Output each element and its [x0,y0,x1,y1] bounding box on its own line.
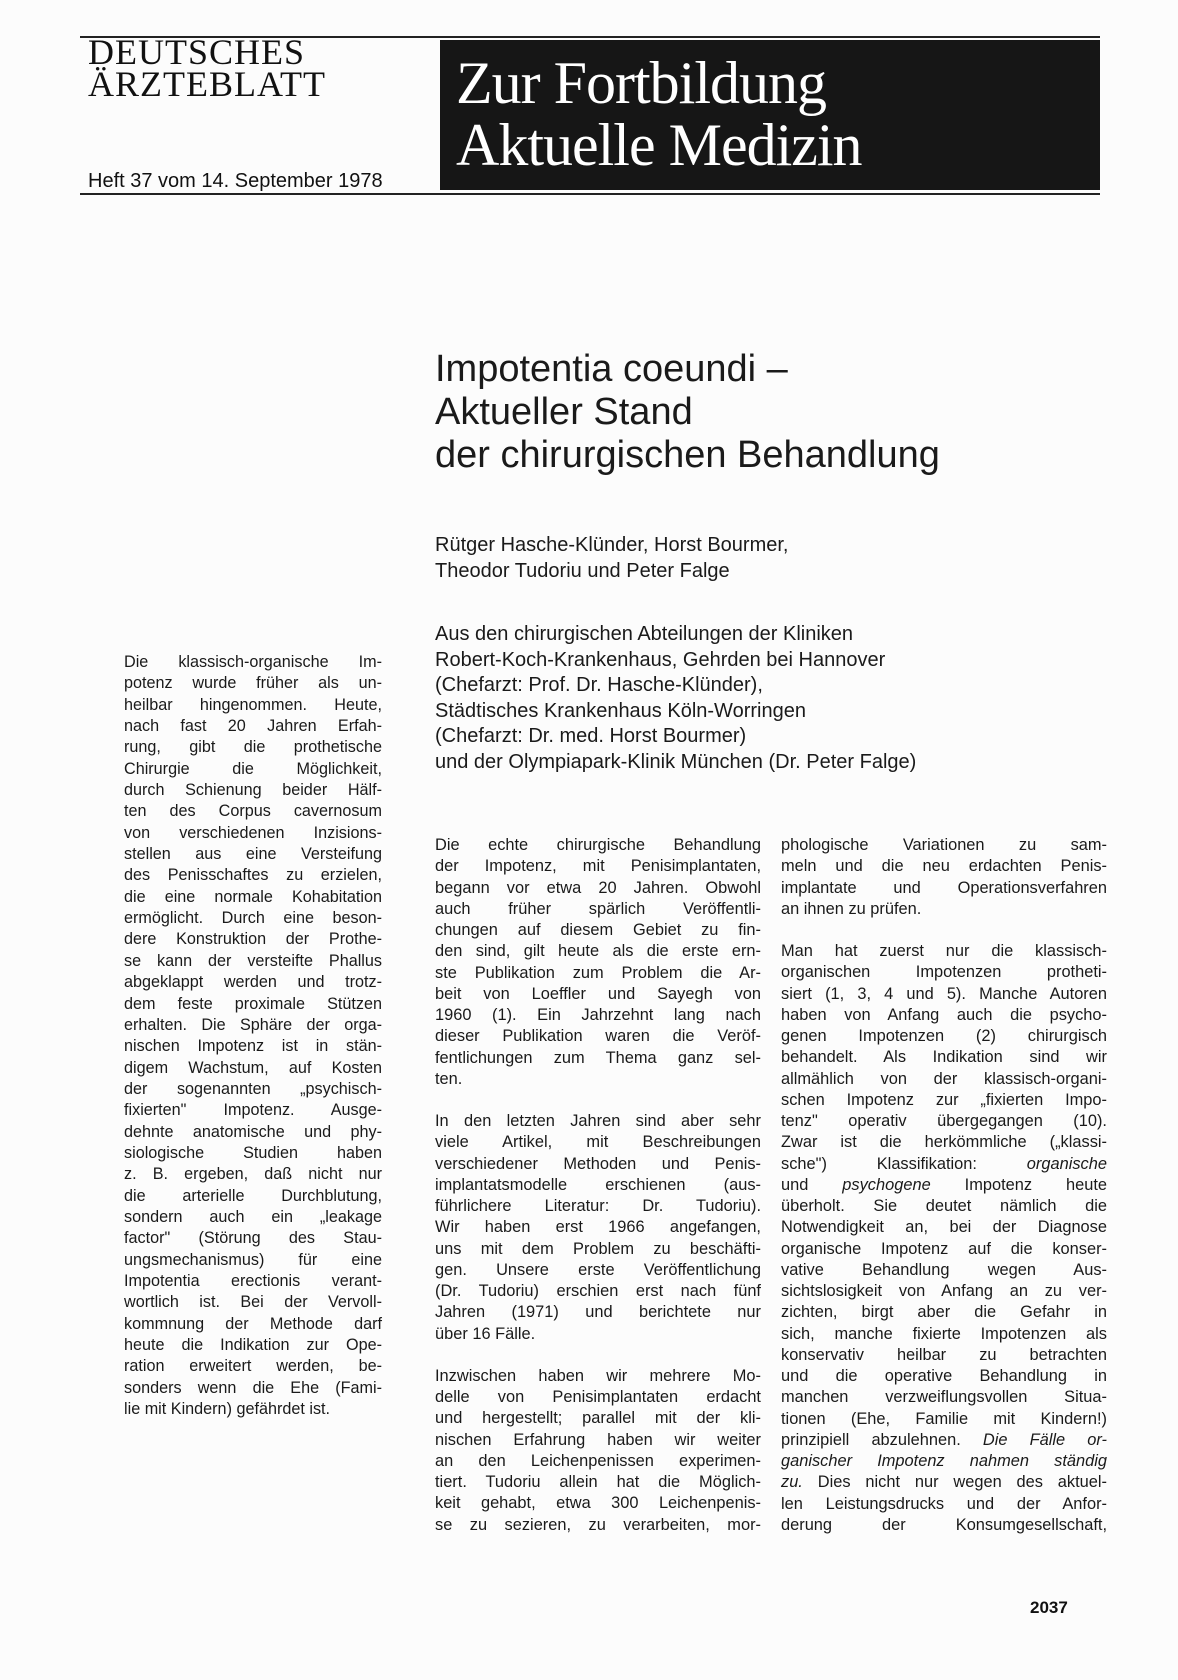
abstract [124,652,382,1420]
text-line: ganischer Impotenz nahmen ständig [781,1452,1107,1470]
text-line: (Chefarzt: Dr. med. Horst Bourmer) [435,725,747,747]
text-line: und der Olympiapark-Klinik München (Dr. Peter Falge) [435,750,917,773]
text-line: In den letzten Jahren sind aber sehr [435,1112,761,1130]
body-column-2 [781,835,1107,1536]
text-line: sichtslosigkeit von Anfang an zu ver- [781,1282,1107,1300]
paragraph-3 [435,1366,761,1536]
text-line: se zu sezieren, zu verarbeiten, mor- [435,1515,761,1534]
section-title-1: Zur Fortbildung [456,50,826,116]
text-line: uns mit dem Problem zu beschäfti- [435,1239,761,1258]
title-line-3: der chirurgischen Behandlung [435,434,940,476]
text-line: se kann der versteifte Phallus [124,951,382,970]
text-line: ste Publikation zum Problem die Ar- [435,963,761,982]
text-line: sondern auch ein „leakage [124,1207,382,1226]
affiliation [435,622,1075,775]
text-line: manchen verzweiflungsvollen Situa- [781,1388,1107,1407]
section-banner [440,40,1100,190]
paragraph-5 [781,941,1107,1536]
text-line: tiert. Tudoriu allein hat die Möglich- [435,1473,761,1491]
text-line: (Chefarzt: Prof. Dr. Hasche-Klünder), [435,674,763,696]
text-line: ration erweitert werden, be- [124,1357,382,1376]
text-line: lie mit Kindern) gefährdet ist. [124,1400,331,1419]
text-line: chungen auf diesem Gebiet zu fin- [435,921,761,939]
text-line: über 16 Fälle. [435,1324,536,1343]
text-line: heute die Indikation zur Ope- [124,1336,382,1354]
title-line-2: Aktueller Stand [435,391,693,433]
text-line: meln und die neu erdachten Penis- [781,857,1107,876]
text-line: vative Behandlung wegen Aus- [781,1260,1107,1279]
body-column-1 [435,835,761,1536]
author-list [435,532,1075,584]
text-line: derung der Konsumgesellschaft, [781,1515,1107,1534]
text-line: tenz" operativ übergegangen (10). [781,1112,1107,1130]
logo-line-2: ÄRZTEBLATT [88,64,326,104]
text-line: zichten, birgt aber die Gefahr in [781,1303,1107,1322]
text-line: Jahren (1971) und berichtete nur [435,1303,761,1322]
text-line: ten des Corpus cavernosum [124,802,382,821]
text-line: und hergestellt; parallel mit der kli- [435,1409,761,1428]
text-line: beit von Loeffler und Sayegh von [435,984,761,1003]
paragraph-2 [435,1111,761,1345]
text-line: (Dr. Tudoriu) erschien erst nach fünf [435,1282,761,1300]
text-line: stellen aus eine Versteifung [124,845,382,864]
text-line: haben von Anfang auch die psycho- [781,1005,1107,1024]
text-line: prinzipiell abzulehnen. Die Fälle or- [781,1430,1107,1449]
text-line: auch früher spärlich Veröffentli- [435,899,761,918]
page-number: 2037 [1030,1598,1068,1617]
text-line: dieser Publikation waren die Veröf- [435,1027,761,1046]
text-line: potenz wurde früher als un- [124,674,382,693]
text-line: und psychogene Impotenz heute [781,1175,1108,1194]
text-line: verschiedener Methoden und Penis- [435,1154,761,1173]
text-line: organischen Impotenzen protheti- [781,963,1107,982]
text-line: organische Impotenz auf die konser- [781,1239,1107,1258]
paragraph-5a [781,941,1107,1154]
text-line: an ihnen zu prüfen. [781,899,922,918]
text-line: Inzwischen haben wir mehrere Mo- [435,1366,761,1385]
text-line: führlichere Literatur: Dr. Tudoriu). [435,1197,761,1215]
text-line: abgeklappt werden und trotz- [124,973,382,992]
text-line: allmählich von der klassisch-organi- [781,1069,1107,1088]
text-line: Aus den chirurgischen Abteilungen der Kliniken [435,623,854,645]
text-line: den sind, gilt heute als die erste ern- [435,942,761,961]
journal-logo [88,32,418,104]
text-line: behandelt. Als Indikation sind wir [781,1048,1107,1067]
title-line-1: Impotentia coeundi – [435,348,788,390]
text-line: siert (1, 3, 4 und 5). Manche Autoren [781,984,1107,1003]
text-line: von verschiedenen Inzisions- [124,823,382,842]
text-line: z. B. ergeben, daß nicht nur [124,1165,382,1184]
text-line: ermöglicht. Durch eine beson- [124,909,382,928]
text-line: Notwendigkeit an, bei der Diagnose [781,1218,1107,1237]
text-line: gen. Unsere erste Veröffentlichung [435,1260,761,1279]
paragraph-5b [781,1196,1107,1430]
text-line: implantatsmodelle erschienen (aus- [435,1175,761,1194]
text-line: schen Impotenz zur „fixierten Impo- [781,1090,1107,1109]
logo-line-1: DEUTSCHES [88,32,306,72]
paragraph-4 [781,835,1107,920]
text-line: Die echte chirurgische Behandlung [435,836,761,854]
text-line: dehnte anatomische und phy- [124,1122,382,1141]
text-line: des Penisschaftes zu erzielen, [124,866,382,885]
section-title-2: Aktuelle Medizin [456,112,862,178]
text-line: überholt. Sie deutet nämlich die [781,1197,1107,1215]
text-line: durch Schienung beider Hälf- [124,781,382,800]
text-line: viele Artikel, mit Beschreibungen [435,1133,761,1152]
text-line: fentlichungen zum Thema ganz sel- [435,1048,761,1067]
masthead-bottom-rule [80,193,1100,195]
text-line: siologische Studien haben [124,1143,382,1162]
text-line: fixierten" Impotenz. Ausge- [124,1101,382,1120]
text-line: Die klassisch-organische Im- [124,653,382,671]
text-line: und die operative Behandlung in [781,1367,1107,1385]
issue-info: Heft 37 vom 14. September 1978 [88,170,383,192]
text-line: Chirurgie die Möglichkeit, [124,759,382,778]
text-line: keit gehabt, etwa 300 Leichenpenis- [435,1494,761,1513]
text-line: len Leistungsdrucks und der Anfor- [781,1494,1107,1513]
text-line: implantate und Operationsverfahren [781,878,1107,897]
text-line: digem Wachstum, auf Kosten [124,1058,382,1077]
text-line: zu. Dies nicht nur wegen des aktuel- [781,1473,1107,1492]
text-line: die eine normale Kohabitation [124,887,382,906]
text-line: nach fast 20 Jahren Erfah- [124,717,382,736]
text-line: phologische Variationen zu sam- [781,836,1107,854]
text-line: sonders wenn die Ehe (Fami- [124,1378,382,1397]
text-line: dere Konstruktion der Prothe- [124,930,382,949]
text-line: sich, manche fixierte Impotenzen als [781,1324,1107,1343]
article-title [435,348,1075,477]
paragraph-1 [435,835,761,1090]
text-line: ungsmechanismus) für eine [124,1250,382,1269]
text-line: heilbar hingenommen. Heute, [124,695,382,714]
paragraph-5c [781,1494,1107,1537]
text-line: dem feste proximale Stützen [124,994,382,1013]
text-line: nischen Erfahrung haben wir weiter [435,1430,761,1449]
text-line: delle von Penisimplantaten erdacht [435,1388,761,1406]
text-line: rung, gibt die prothetische [124,738,382,757]
text-line: Robert-Koch-Krankenhaus, Gehrden bei Hannover [435,648,886,671]
text-line: Man hat zuerst nur die klassisch- [781,942,1107,960]
text-line: der Impotenz, mit Penisimplantaten, [435,857,761,876]
text-line: Städtisches Krankenhaus Köln-Worringen [435,699,806,722]
text-line: Zwar ist die herkömmliche („klassi- [781,1133,1107,1152]
text-line: an den Leichenpenissen experimen- [435,1451,761,1470]
text-line: erhalten. Die Sphäre der orga- [124,1015,382,1034]
text-line: begann vor etwa 20 Jahren. Obwohl [435,878,761,897]
text-line: Wir haben erst 1966 angefangen, [435,1218,761,1237]
text-line: genen Impotenzen (2) chirurgisch [781,1027,1107,1045]
text-line: Impotentia erectionis verant- [124,1271,382,1290]
text-line: kommnung der Methode darf [124,1314,382,1333]
text-line: die arterielle Durchblutung, [124,1186,382,1205]
text-line: tionen (Ehe, Familie mit Kindern!) [781,1409,1107,1428]
text-line: der sogenannten „psychisch- [124,1079,382,1098]
authors-line-1: Rütger Hasche-Klünder, Horst Bourmer, [435,534,789,556]
text-line: factor" (Störung des Stau- [124,1229,382,1248]
text-line: wortlich ist. Bei der Vervoll- [124,1293,382,1312]
text-line: ten. [435,1069,463,1088]
text-line: nischen Impotenz ist in stän- [124,1037,382,1056]
text-line: sche") Klassifikation: organische [781,1154,1107,1173]
authors-line-2: Theodor Tudoriu und Peter Falge [435,560,730,582]
text-line: konservativ heilbar zu betrachten [781,1345,1107,1364]
text-line: 1960 (1). Ein Jahrzehnt lang nach [435,1006,761,1024]
